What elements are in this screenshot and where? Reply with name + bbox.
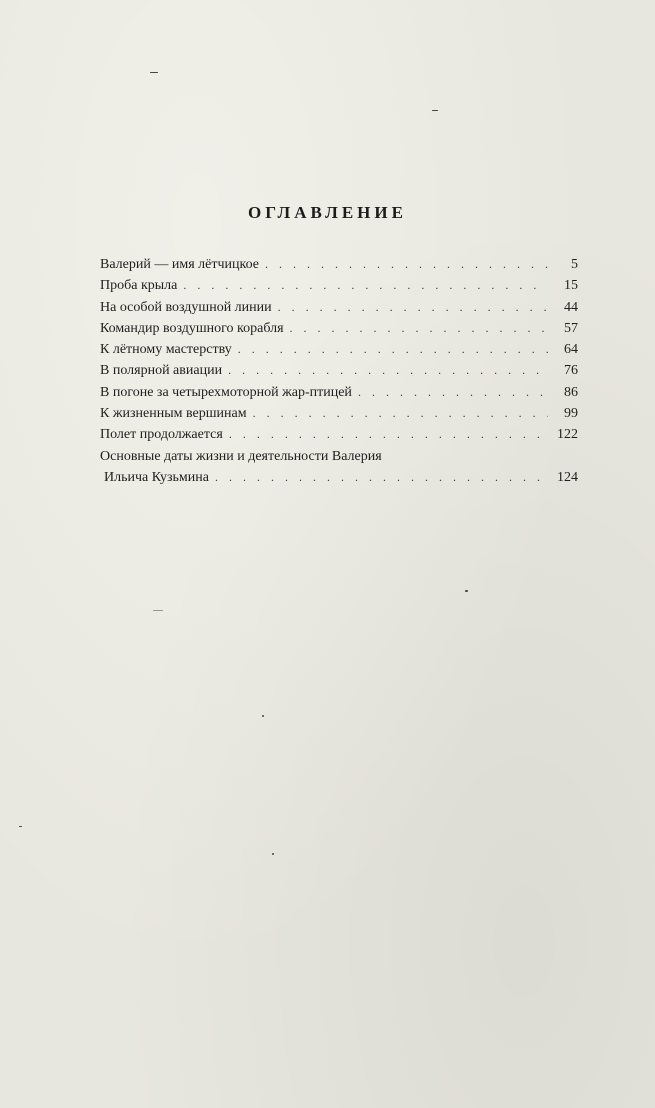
- toc-entry-title: К лётному мастерству: [100, 342, 232, 358]
- dot-leader: [238, 339, 548, 360]
- paper-speck: [153, 610, 163, 611]
- dot-leader: [229, 424, 548, 445]
- toc-entry: [100, 339, 578, 360]
- paper-speck: [465, 590, 468, 592]
- toc-entry-title: Валерий — имя лётчицкое: [100, 257, 259, 272]
- dot-leader: [183, 275, 548, 296]
- toc-entry-title: Полет продолжается: [100, 427, 223, 443]
- dot-leader: [253, 403, 548, 424]
- toc-entry-title-continued: Ильича Кузьмина: [104, 469, 209, 485]
- toc-entry-page: 57: [564, 320, 578, 336]
- toc-entry-page: 5: [571, 257, 578, 272]
- paper-speck: [272, 853, 274, 855]
- toc-entry-title: Проба крыла: [100, 278, 178, 294]
- toc-entry-page: 76: [564, 363, 578, 379]
- toc-entry-line-2: [100, 467, 578, 488]
- toc-entry: [100, 360, 578, 381]
- toc-entry: [100, 382, 578, 403]
- toc-entry: [100, 297, 578, 318]
- toc-entry-page: 44: [564, 299, 578, 315]
- toc-entry: [100, 254, 578, 275]
- toc-entry-page: 15: [564, 278, 578, 294]
- toc-entry: [100, 403, 578, 424]
- dot-leader: [358, 382, 548, 403]
- toc-entry-page: 99: [564, 406, 578, 422]
- toc-entry: [100, 275, 578, 296]
- dot-leader: [278, 297, 548, 318]
- toc-entry-page: 122: [557, 427, 578, 443]
- dot-leader: [265, 254, 548, 275]
- toc-entry-title: К жизненным вершинам: [100, 406, 247, 422]
- toc-entry-title: Командир воздушного корабля: [100, 320, 284, 336]
- toc-entry-line-1: [100, 446, 578, 467]
- page-title: ОГЛАВЛЕНИЕ: [248, 203, 407, 222]
- paper-speck: [262, 715, 264, 717]
- dot-leader: [215, 467, 548, 488]
- toc-entry-title: В погоне за четырехмоторной жар-птицей: [100, 384, 352, 400]
- toc-entry-page: 64: [564, 342, 578, 358]
- toc-entry-page: 124: [557, 469, 578, 485]
- paper-speck: [432, 110, 438, 111]
- dot-leader: [290, 318, 548, 339]
- dot-leader: [228, 360, 548, 381]
- toc-entry-title: Основные даты жизни и деятельности Валерия: [100, 448, 382, 464]
- toc-entry: [100, 318, 578, 339]
- toc-entry-title: На особой воздушной линии: [100, 299, 272, 315]
- toc-entry-page: 86: [564, 384, 578, 400]
- toc-entry: [100, 424, 578, 445]
- table-of-contents: [100, 254, 578, 488]
- toc-entry-title: В полярной авиации: [100, 363, 223, 379]
- paper-speck: [150, 72, 158, 73]
- paper-speck: [19, 826, 22, 827]
